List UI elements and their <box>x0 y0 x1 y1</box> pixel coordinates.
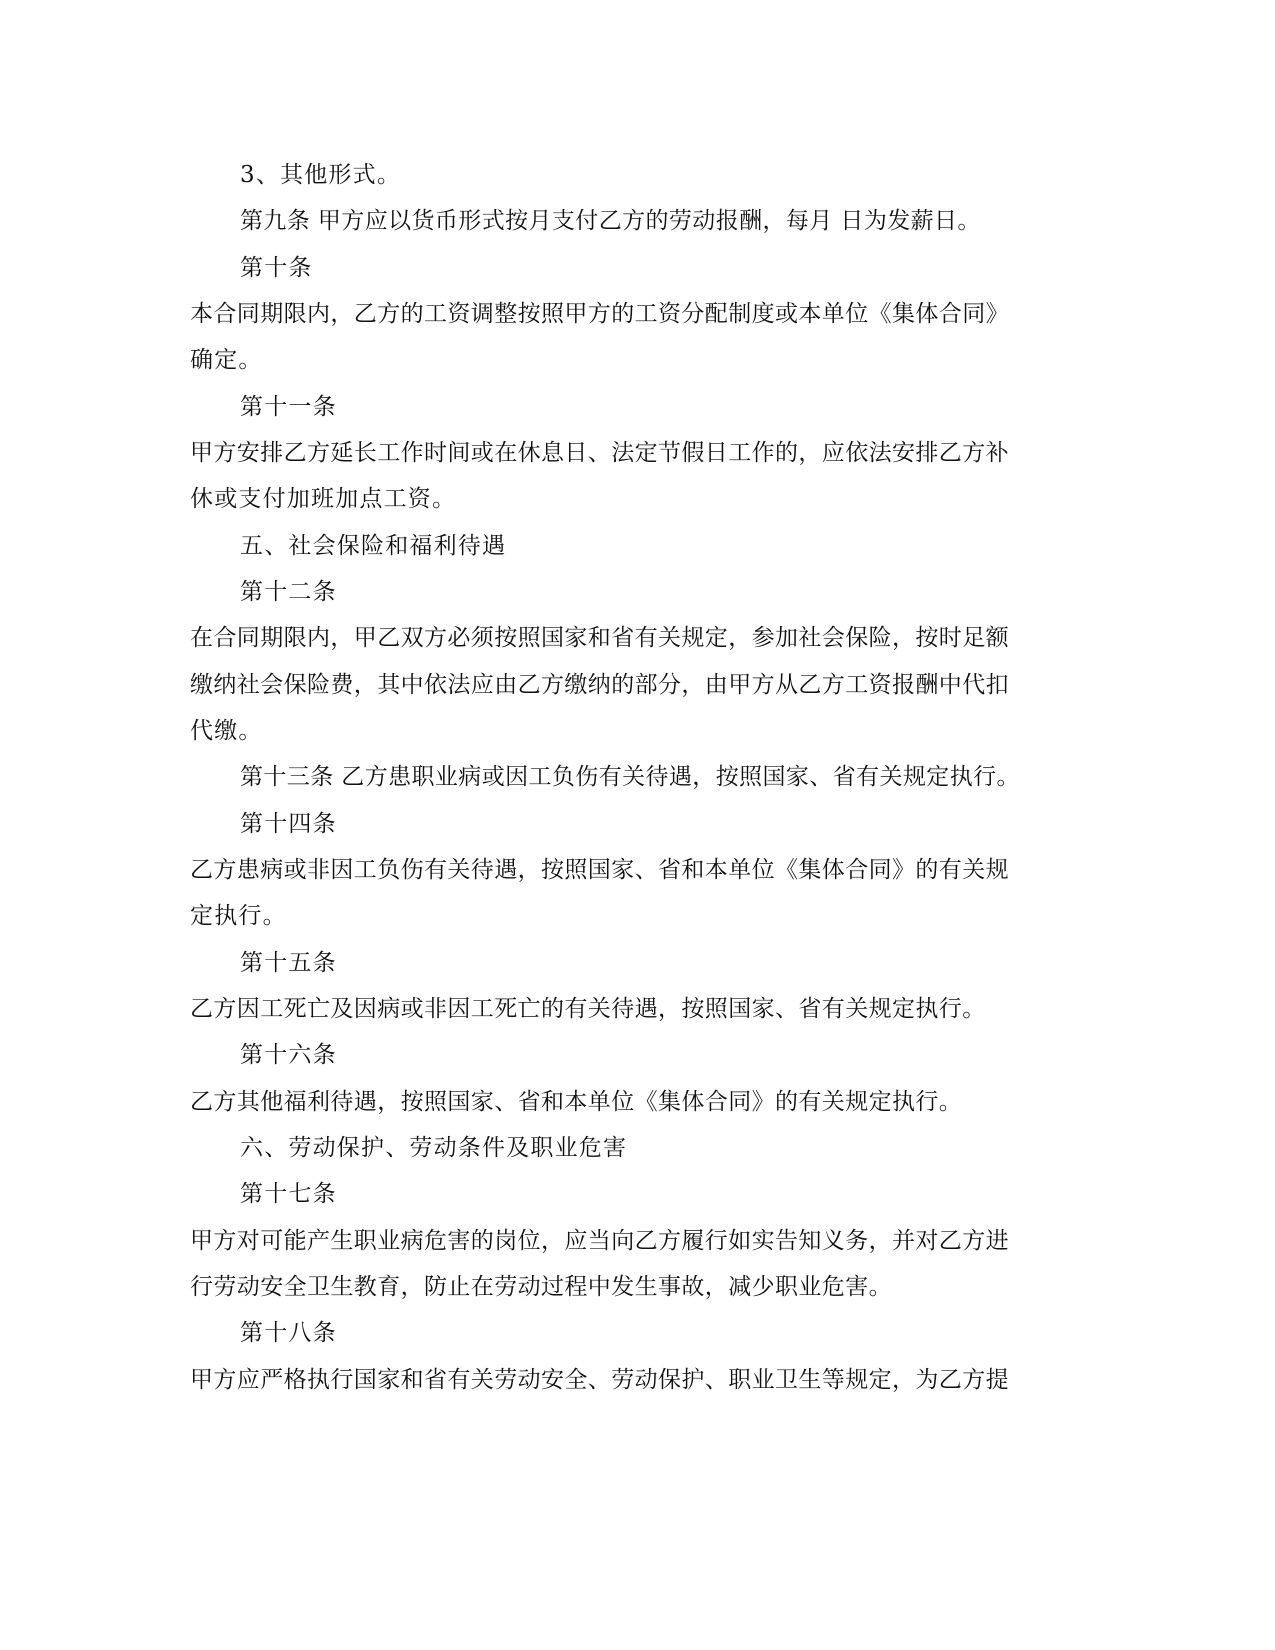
article-15-text: 乙方因工死亡及因病或非因工死亡的有关待遇，按照国家、省有关规定执行。 <box>190 996 986 1022</box>
article-18-heading: 第十八条 <box>240 1320 337 1346</box>
article-10-text-cont: 确定。 <box>190 347 263 373</box>
article-17-heading: 第十七条 <box>240 1181 337 1207</box>
section-6-heading: 六、劳动保护、劳动条件及职业危害 <box>240 1135 628 1161</box>
article-10-heading: 第十条 <box>240 255 313 281</box>
article-14-text-cont: 定执行。 <box>190 903 287 929</box>
article-12-text-end: 代缴。 <box>190 718 263 744</box>
article-12-text-cont: 缴纳社会保险费，其中依法应由乙方缴纳的部分，由甲方从乙方工资报酬中代扣 <box>190 672 1009 698</box>
article-11-text: 甲方安排乙方延长工作时间或在休息日、法定节假日工作的，应依法安排乙方补 <box>190 440 1009 466</box>
article-14-heading: 第十四条 <box>240 811 337 837</box>
article-12-text: 在合同期限内，甲乙双方必须按照国家和省有关规定，参加社会保险，按时足额 <box>190 625 1009 651</box>
article-17-text: 甲方对可能产生职业病危害的岗位，应当向乙方履行如实告知义务，并对乙方进 <box>190 1228 1009 1254</box>
article-11-heading: 第十一条 <box>240 394 337 420</box>
article-17-text-cont: 行劳动安全卫生教育，防止在劳动过程中发生事故，减少职业危害。 <box>190 1274 892 1300</box>
article-11-text-cont: 休或支付加班加点工资。 <box>190 486 457 512</box>
article-12-heading: 第十二条 <box>240 579 337 605</box>
article-14-text: 乙方患病或非因工负伤有关待遇，按照国家、省和本单位《集体合同》的有关规 <box>190 857 1009 883</box>
article-9: 第九条 甲方应以货币形式按月支付乙方的劳动报酬，每月 日为发薪日。 <box>240 208 981 234</box>
article-10-text: 本合同期限内，乙方的工资调整按照甲方的工资分配制度或本单位《集体合同》 <box>190 301 1009 327</box>
article-16-text: 乙方其他福利待遇，按照国家、省和本单位《集体合同》的有关规定执行。 <box>190 1089 963 1115</box>
item-other-forms: 3、其他形式。 <box>240 162 402 188</box>
section-5-heading: 五、社会保险和福利待遇 <box>240 533 507 559</box>
article-15-heading: 第十五条 <box>240 950 337 976</box>
article-16-heading: 第十六条 <box>240 1042 337 1068</box>
article-18-text: 甲方应严格执行国家和省有关劳动安全、劳动保护、职业卫生等规定，为乙方提 <box>190 1367 1009 1393</box>
article-13: 第十三条 乙方患职业病或因工负伤有关待遇，按照国家、省有关规定执行。 <box>240 764 1020 790</box>
